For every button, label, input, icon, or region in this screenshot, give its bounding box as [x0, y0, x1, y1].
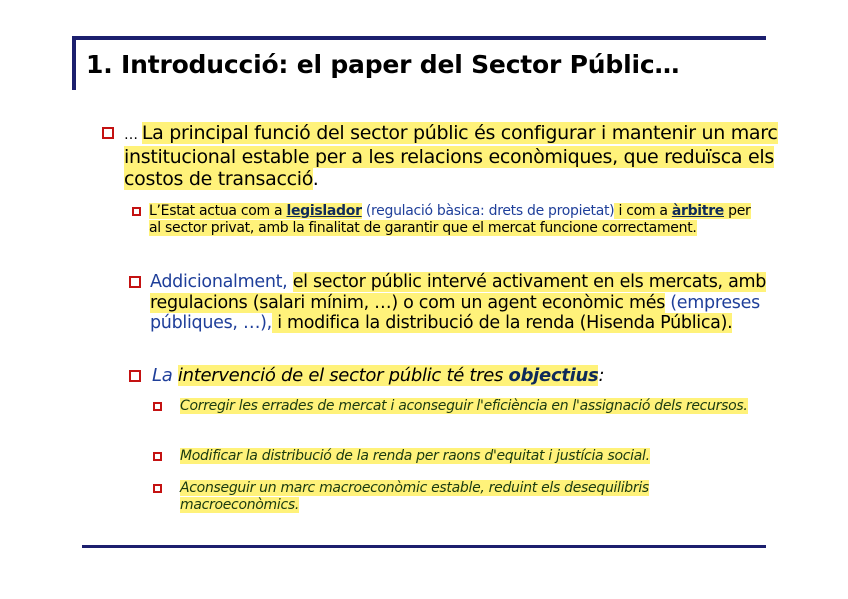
objective-text: Corregir les errades de mercat i aconseguir l'eficiència en l'assignació dels recursos.: [180, 398, 748, 414]
term-objectius: objectius: [508, 365, 599, 386]
text-span: intervenció de el sector públic té tres: [177, 365, 509, 386]
objective-item: [180, 480, 770, 514]
point-objectives-intro: [152, 365, 752, 387]
bottom-divider: [82, 545, 766, 548]
bullet-square-icon: [153, 402, 162, 411]
objective-item: [180, 448, 770, 465]
bullet-square-icon: [129, 370, 141, 382]
objective-text: Modificar la distribució de la renda per raons d'equitat i justícia social.: [180, 448, 650, 464]
point-main-function: [124, 122, 784, 190]
text-span: Addicionalment,: [150, 272, 293, 292]
bullet-square-icon: [129, 276, 141, 288]
point-end: .: [312, 168, 319, 190]
point-text: La principal funció del sector públic és configurar i mantenir un marc institucional estable per a les relacions econòmiques, que reduïsca els costos de transacció: [124, 122, 778, 190]
point-prefix: …: [124, 127, 142, 143]
bullet-square-icon: [153, 484, 162, 493]
point-intervention: [150, 272, 770, 334]
objective-item: [180, 398, 770, 415]
page-title: 1. Introducció: el paper del Sector Públic…: [86, 50, 680, 79]
text-span: (regulació bàsica: drets de propietat): [361, 203, 615, 219]
bullet-square-icon: [132, 207, 141, 216]
text-span: per al sector privat, amb la finalitat de garantir que el mercat funcione correctament.: [149, 203, 751, 236]
point-state-role: [149, 203, 759, 236]
term-arbitre: àrbitre: [671, 203, 724, 219]
text-span: :: [598, 365, 605, 386]
objective-text: Aconseguir un marc macroeconòmic estable, reduint els desequilibris macroeconòmics.: [180, 480, 649, 513]
bullet-square-icon: [102, 127, 114, 139]
text-span: el sector públic intervé activament en els mercats, amb regulacions (salari mínim, …) o com un agent econòmic més: [150, 272, 767, 313]
text-span: i com a: [614, 203, 672, 219]
text-span: i modifica la distribució de la renda (Hisenda Pública).: [271, 313, 733, 333]
text-span: L’Estat actua com a: [149, 203, 287, 219]
text-span: (empreses públiques, …),: [150, 292, 760, 333]
text-span: La: [152, 365, 178, 386]
title-bar: [72, 36, 766, 90]
bullet-square-icon: [153, 452, 162, 461]
term-legislador: legislador: [286, 203, 362, 219]
